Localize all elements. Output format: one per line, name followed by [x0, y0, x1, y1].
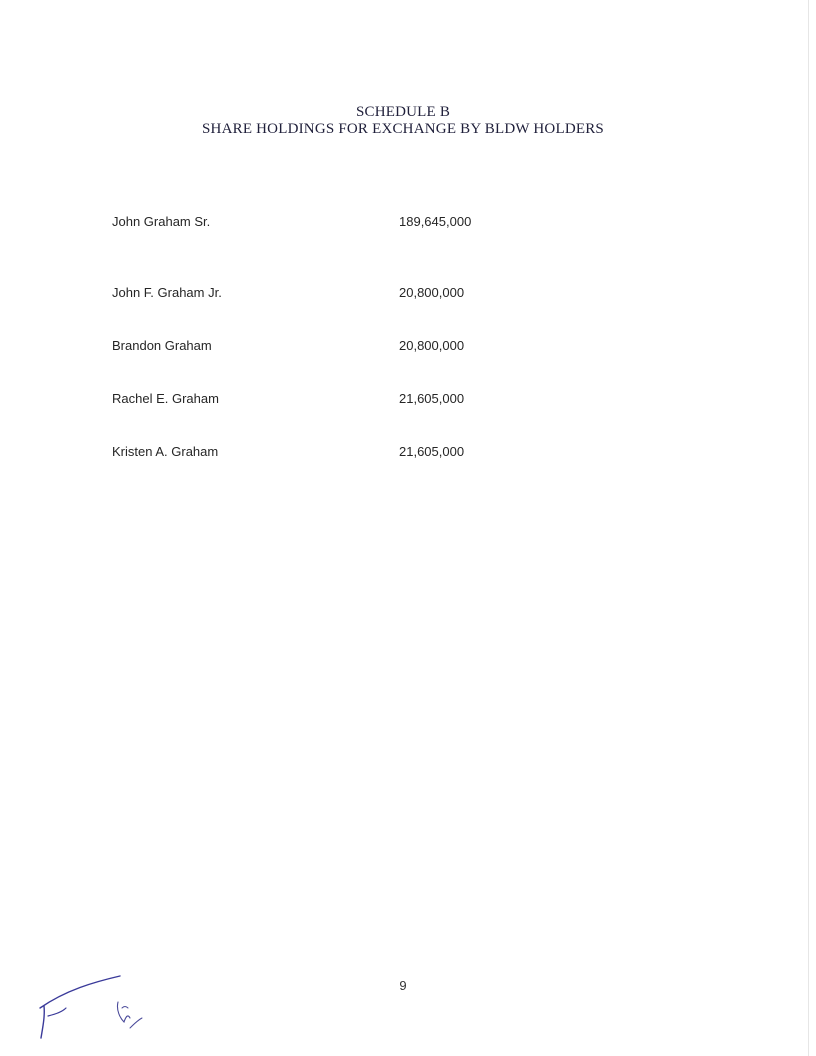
schedule-heading	[0, 104, 806, 138]
holder-name: John F. Graham Jr.	[112, 285, 222, 300]
holding-row	[112, 213, 612, 231]
holder-shares: 20,800,000	[399, 338, 465, 353]
holder-shares: 20,800,000	[399, 285, 465, 300]
page-number: 9	[399, 978, 407, 993]
holding-row	[112, 284, 612, 302]
handwritten-initials-icon	[36, 968, 156, 1048]
holder-name: Brandon Graham	[112, 338, 212, 353]
schedule-subtitle: SHARE HOLDINGS FOR EXCHANGE BY BLDW HOLDERS	[202, 121, 604, 137]
holding-row	[112, 390, 612, 408]
scan-edge-line	[808, 0, 809, 1056]
holder-shares: 21,605,000	[399, 444, 465, 459]
holding-row	[112, 443, 612, 461]
holder-name: John Graham Sr.	[112, 214, 211, 229]
holder-shares: 189,645,000	[399, 214, 472, 229]
holder-shares: 21,605,000	[399, 391, 465, 406]
schedule-title: SCHEDULE B	[355, 104, 451, 120]
holder-name: Rachel E. Graham	[112, 391, 219, 406]
holder-name: Kristen A. Graham	[112, 444, 219, 459]
holding-row	[112, 337, 612, 355]
